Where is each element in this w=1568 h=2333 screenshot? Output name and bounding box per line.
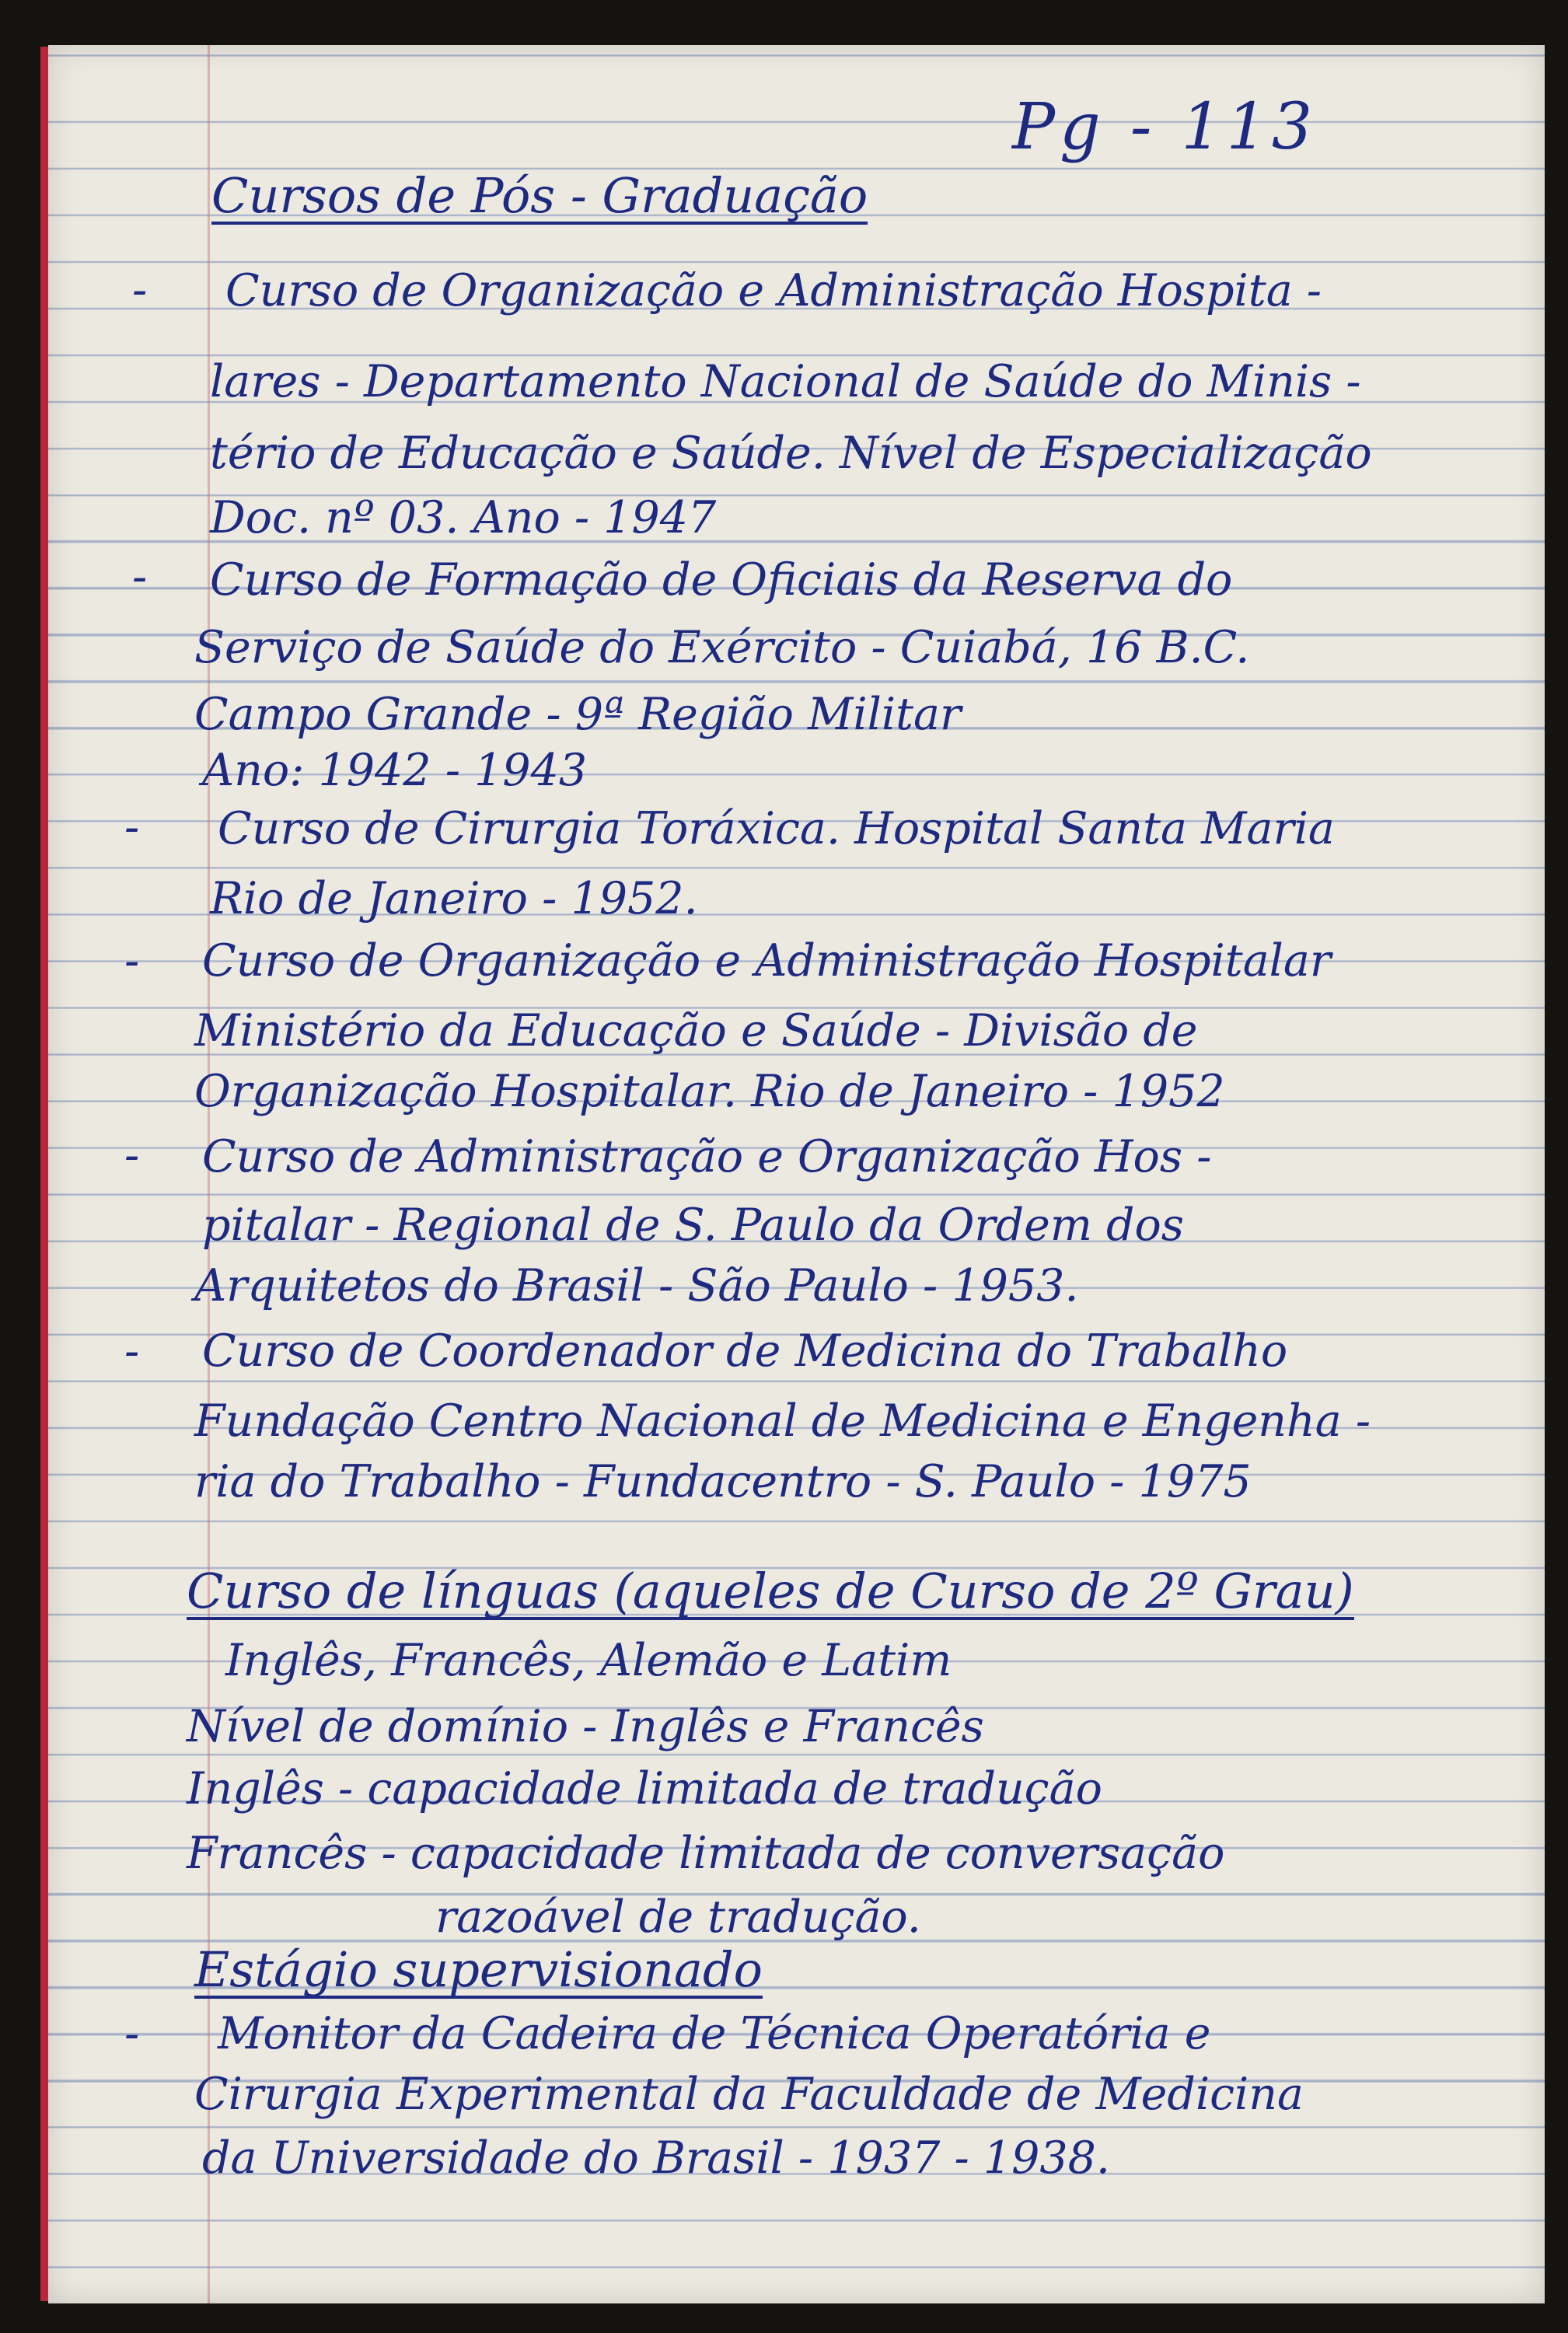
page-number: Pg - 113: [1012, 90, 1318, 164]
text-line: tério de Educação e Saúde. Nível de Especialização: [210, 428, 1372, 479]
heading-pos-graduacao: Cursos de Pós - Graduação: [211, 167, 868, 224]
dash-marker: -: [132, 264, 148, 316]
dash-marker: -: [124, 802, 140, 853]
heading-estagio: Estágio supervisionado: [194, 1941, 763, 1998]
text-line: Ministério da Educação e Saúde - Divisão de: [194, 1005, 1198, 1056]
text-line: pitalar - Regional de S. Paulo da Ordem dos: [202, 1200, 1185, 1251]
text-line: Serviço de Saúde do Exército - Cuiabá, 16 B.C.: [194, 622, 1250, 673]
text-line: da Universidade do Brasil - 1937 - 1938.: [202, 2132, 1111, 2184]
dash-marker: -: [124, 935, 140, 987]
heading-linguas: Curso de línguas (aqueles de Curso de 2º Grau): [187, 1563, 1354, 1619]
text-line: Ano: 1942 - 1943: [202, 745, 588, 796]
text-line: Francês - capacidade limitada de conversação: [187, 1828, 1225, 1879]
text-line: Organização Hospitalar. Rio de Janeiro - 1952: [194, 1066, 1225, 1117]
text-line: Curso de Organização e Administração Hospita -: [225, 265, 1322, 316]
dash-marker: -: [132, 551, 148, 602]
text-line: ria do Trabalho - Fundacentro - S. Paulo - 1975: [194, 1456, 1252, 1507]
text-line: Curso de Formação de Oficiais da Reserva do: [210, 554, 1233, 606]
text-line: Cirurgia Experimental da Faculdade de Medicina: [194, 2069, 1304, 2120]
text-line: Rio de Janeiro - 1952.: [210, 873, 698, 924]
text-line: Doc. nº 03. Ano - 1947: [210, 492, 717, 543]
dash-marker: -: [124, 2008, 140, 2059]
text-line: razoável de tradução.: [435, 1891, 921, 1943]
text-line: Nível de domínio - Inglês e Francês: [187, 1701, 984, 1752]
text-line: Fundação Centro Nacional de Medicina e Engenha -: [194, 1395, 1371, 1447]
dash-marker: -: [124, 1130, 140, 1181]
text-line: Curso de Organização e Administração Hospitalar: [202, 935, 1332, 987]
text-line: Arquitetos do Brasil - São Paulo - 1953.: [194, 1260, 1079, 1311]
text-line: Inglês, Francês, Alemão e Latim: [225, 1635, 952, 1686]
text-line: Monitor da Cadeira de Técnica Operatória e: [218, 2008, 1211, 2059]
text-line: Curso de Coordenador de Medicina do Trabalho: [202, 1325, 1288, 1377]
text-line: Curso de Cirurgia Toráxica. Hospital Santa Maria: [218, 803, 1335, 854]
text-line: lares - Departamento Nacional de Saúde do Minis -: [210, 356, 1361, 407]
text-line: Campo Grande - 9ª Região Militar: [194, 689, 962, 740]
notebook-page: [48, 45, 1545, 2303]
text-line: Inglês - capacidade limitada de tradução: [187, 1763, 1102, 1814]
text-line: Curso de Administração e Organização Hos -: [202, 1131, 1212, 1182]
dash-marker: -: [124, 1325, 140, 1377]
